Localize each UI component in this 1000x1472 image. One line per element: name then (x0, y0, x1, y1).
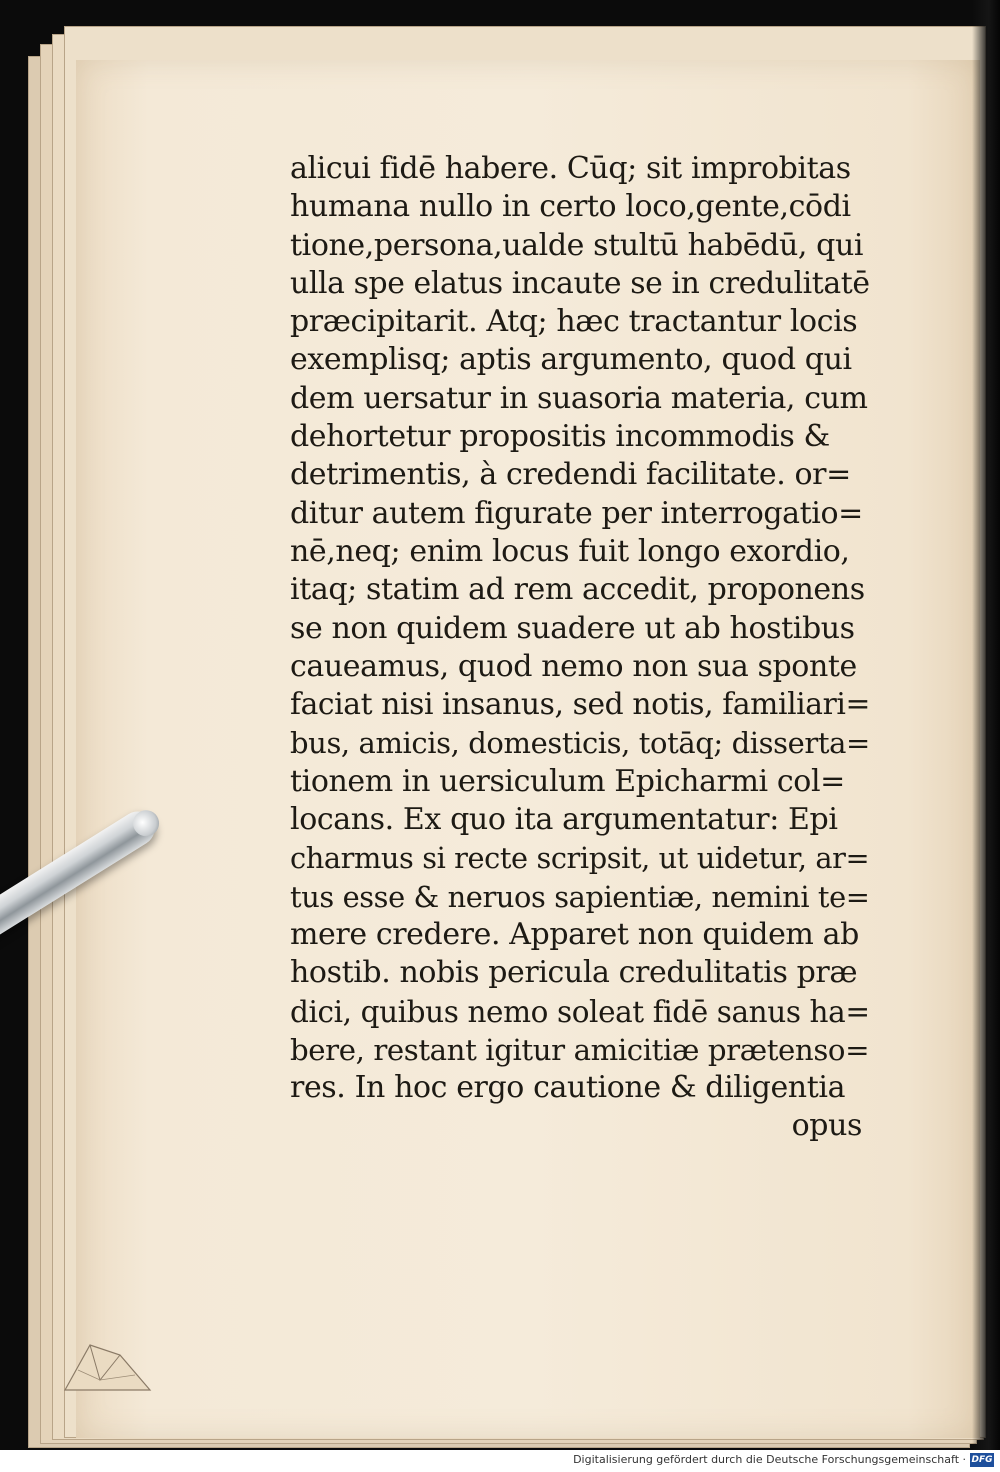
text-line: mere credere. Apparet non quidem ab (290, 916, 859, 952)
text-line: dem uersatur in suasoria materia, cum (290, 380, 868, 416)
text-line: præcipitarit. Atq; hæc tractantur locis (290, 304, 858, 340)
text-line: tione,persona,ualde stultū habēdū, qui (290, 227, 864, 263)
text-line: se non quidem suadere ut ab hostibus (290, 610, 855, 646)
text-line: locans. Ex quo ita argumentatur: Epi (290, 802, 838, 838)
text-line: dehortetur propositis incommodis & (290, 419, 830, 455)
text-line: humana nullo in certo loco,gente,cōdi (290, 189, 851, 225)
text-line: caueamus, quod nemo non sua sponte (290, 648, 857, 684)
footer-credit: Digitalisierung gefördert durch die Deutsche Forschungsgemeinschaft · (573, 1453, 966, 1466)
text-line: detrimentis, à credendi facilitate. or= (290, 457, 851, 493)
page-text (290, 150, 870, 1146)
text-line: nē,neq; enim locus fuit longo exordio, (290, 533, 850, 569)
gutter-shadow (972, 0, 1000, 1450)
text-line: res. In hoc ergo cautione & diligentia (290, 1070, 846, 1106)
text-line: ditur autem figurate per interrogatio= (290, 495, 863, 531)
text-line: alicui fidē habere. Cūq; sit improbitas (290, 151, 851, 186)
footer-bar (0, 1450, 1000, 1472)
catchword: opus (791, 1108, 862, 1144)
text-line: tus esse & neruos sapientiæ, nemini te= (290, 879, 870, 914)
folded-corner-icon (60, 1335, 155, 1395)
text-line: tionem in uersiculum Epicharmi col= (290, 763, 845, 799)
text-line: faciat nisi insanus, sed notis, familiari= (290, 687, 871, 723)
text-line: bus, amicis, domesticis, totāq; disserta= (290, 726, 870, 761)
text-line: bere, restant igitur amicitiæ prætenso= (290, 1032, 870, 1067)
text-line: itaq; statim ad rem accedit, proponens (290, 572, 865, 608)
text-line: ulla spe elatus incaute se in credulitatē (290, 265, 870, 301)
text-line: charmus si recte scripsit, ut uidetur, ar= (290, 841, 870, 876)
text-line: exemplisq; aptis argumento, quod qui (290, 342, 852, 378)
text-line: hostib. nobis pericula credulitatis præ (290, 955, 858, 991)
text-line: dici, quibus nemo soleat fidē sanus ha= (290, 994, 870, 1029)
dfg-logo-icon: DFG (971, 1455, 993, 1465)
